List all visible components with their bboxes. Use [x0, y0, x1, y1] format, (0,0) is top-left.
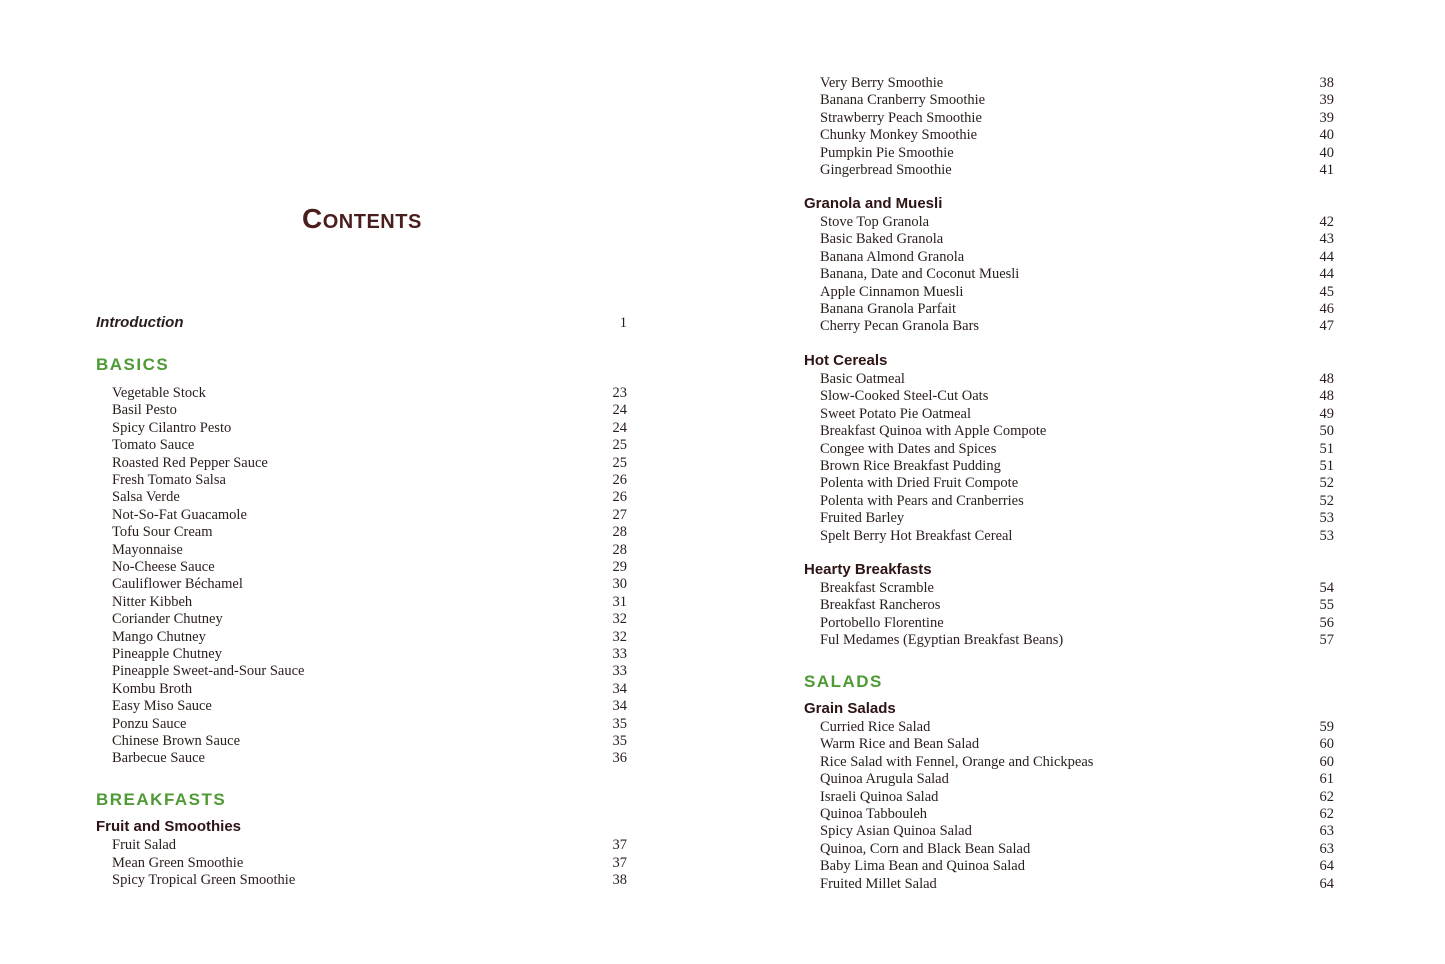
toc-entry-page: 44 [1319, 266, 1334, 283]
toc-entry[interactable] [820, 300, 1334, 318]
toc-entry[interactable] [820, 370, 1334, 388]
toc-entry-title: Pineapple Sweet-and-Sour Sauce [112, 663, 305, 680]
toc-entry-title: Basic Baked Granola [820, 231, 944, 248]
toc-entry-page: 47 [1319, 318, 1334, 335]
toc-entry-title: Banana Cranberry Smoothie [820, 92, 986, 109]
toc-entry[interactable] [112, 662, 627, 680]
toc-entry-page: 25 [612, 454, 627, 471]
toc-entry-page: 60 [1319, 753, 1334, 770]
toc-entry-page: 51 [1319, 440, 1334, 457]
toc-entry-title: Easy Miso Sauce [112, 698, 212, 715]
toc-entry[interactable] [820, 579, 1334, 597]
toc-entry-page: 48 [1319, 388, 1334, 405]
toc-entry-page: 37 [612, 837, 627, 853]
toc-entry-title: Pumpkin Pie Smoothie [820, 144, 954, 161]
toc-entry-title: Warm Rice and Bean Salad [820, 736, 980, 753]
toc-entry-page: 37 [612, 854, 627, 871]
toc-entry-page: 60 [1319, 736, 1334, 753]
toc-entry-title: Banana Almond Granola [820, 248, 965, 265]
toc-entry-page: 25 [612, 437, 627, 454]
section-heading-basics: BASICS [96, 355, 170, 374]
toc-entry[interactable] [820, 161, 1334, 179]
toc-entry-page: 53 [1319, 527, 1334, 544]
toc-entry[interactable] [112, 610, 627, 628]
toc-entry[interactable] [112, 384, 627, 402]
toc-entry-title: Tofu Sour Cream [112, 524, 213, 541]
page-title: Contents [302, 203, 422, 234]
toc-entry-title: Pineapple Chutney [112, 646, 222, 662]
toc-entry-title: Banana, Date and Coconut Muesli [820, 266, 1020, 283]
subsection-heading-fruit-and-smoothies: Fruit and Smoothies [96, 818, 242, 835]
toc-entry-page: 40 [1319, 144, 1334, 161]
toc-entry-page: 35 [612, 715, 627, 732]
toc-entry-page: 33 [612, 646, 627, 662]
toc-entry-page: 56 [1319, 614, 1334, 631]
toc-entry-page: 36 [612, 750, 627, 767]
toc-entry[interactable] [112, 506, 627, 524]
toc-entry[interactable] [112, 419, 627, 437]
toc-entry[interactable] [112, 871, 627, 889]
toc-entry-page: 55 [1319, 597, 1334, 614]
toc-entry[interactable] [112, 558, 627, 576]
toc-entry-page: 53 [1319, 510, 1334, 527]
toc-entry[interactable] [820, 492, 1334, 510]
toc-entry-page: 35 [612, 733, 627, 749]
toc-entry-page: 64 [1319, 875, 1334, 892]
toc-entry[interactable] [112, 593, 627, 611]
toc-entry-page: 33 [612, 663, 627, 680]
toc-entry-page: 57 [1319, 632, 1334, 649]
toc-entry[interactable] [820, 596, 1334, 614]
toc-entry-page: 26 [612, 489, 627, 506]
toc-entry-title: Vegetable Stock [112, 385, 206, 401]
toc-entry-title: Portobello Florentine [820, 614, 944, 631]
toc-entry[interactable] [112, 836, 627, 854]
toc-entry-title: Introduction [96, 314, 184, 331]
toc-entry-title: Curried Rice Salad [820, 719, 931, 735]
toc-entry[interactable] [112, 541, 627, 559]
toc-entry-title: Strawberry Peach Smoothie [820, 109, 982, 126]
toc-entry-title: Polenta with Dried Fruit Compote [820, 475, 1019, 492]
section-heading-salads: SALADS [804, 672, 883, 691]
toc-entry[interactable] [820, 422, 1334, 440]
toc-entry-title: Ponzu Sauce [112, 715, 187, 732]
toc-entry[interactable] [820, 509, 1334, 527]
toc-entry-page: 46 [1319, 301, 1334, 317]
toc-entry-title: Brown Rice Breakfast Pudding [820, 458, 1001, 474]
toc-entry-page: 59 [1319, 719, 1334, 735]
toc-entry-title: Fruited Millet Salad [820, 875, 937, 892]
toc-entry-page: 42 [1319, 214, 1334, 230]
toc-entry-page: 39 [1319, 92, 1334, 109]
toc-entry-title: Quinoa, Corn and Black Bean Salad [820, 840, 1031, 857]
toc-entry-title: No-Cheese Sauce [112, 559, 215, 575]
toc-entry-title: Chunky Monkey Smoothie [820, 127, 978, 144]
subsection-heading-hearty-breakfasts: Hearty Breakfasts [804, 561, 932, 578]
toc-entry[interactable] [820, 405, 1334, 423]
subsection-heading-granola: Granola and Muesli [804, 195, 943, 212]
toc-entry-page: 43 [1319, 231, 1334, 248]
subsection-heading-grain-salads: Grain Salads [804, 700, 896, 717]
toc-entry[interactable] [820, 788, 1334, 806]
toc-entry-title: Israeli Quinoa Salad [820, 788, 939, 805]
toc-entry-title: Spicy Asian Quinoa Salad [820, 823, 972, 840]
toc-entry[interactable] [820, 109, 1334, 127]
toc-entry-title: Chinese Brown Sauce [112, 733, 241, 749]
toc-entry-page: 23 [612, 385, 627, 401]
toc-entry-page: 41 [1319, 162, 1334, 178]
toc-entry-title: Spicy Cilantro Pesto [112, 419, 232, 436]
toc-entry[interactable] [820, 265, 1334, 283]
toc-entry-page: 31 [612, 593, 627, 610]
toc-entry-title: Breakfast Rancheros [820, 597, 941, 614]
toc-entry[interactable] [820, 753, 1334, 771]
toc-entry-introduction[interactable] [96, 313, 627, 333]
toc-entry-page: 1 [619, 315, 627, 331]
toc-entry[interactable] [820, 126, 1334, 144]
toc-entry-title: Not-So-Fat Guacamole [112, 506, 247, 523]
toc-entry[interactable] [112, 471, 627, 489]
toc-entry-page: 34 [612, 680, 627, 697]
toc-entry[interactable] [112, 523, 627, 541]
toc-entry-title: Mean Green Smoothie [112, 854, 244, 871]
toc-entry-title: Mayonnaise [112, 541, 183, 558]
toc-entry-title: Mango Chutney [112, 628, 206, 645]
toc-entry-title: Polenta with Pears and Cranberries [820, 492, 1024, 509]
toc-entry[interactable] [820, 805, 1334, 823]
left-page [0, 0, 722, 964]
toc-entry-title: Basil Pesto [112, 402, 177, 419]
toc-entry[interactable] [820, 91, 1334, 109]
subsection-heading-hot-cereals: Hot Cereals [804, 352, 888, 369]
toc-entry[interactable] [112, 697, 627, 715]
toc-entry[interactable] [820, 840, 1334, 858]
toc-entry-title: Gingerbread Smoothie [820, 162, 952, 178]
toc-entry[interactable] [820, 875, 1334, 893]
toc-entry-title: Cherry Pecan Granola Bars [820, 318, 980, 335]
toc-entry[interactable] [820, 474, 1334, 492]
toc-entry-title: Spelt Berry Hot Breakfast Cereal [820, 527, 1013, 544]
toc-entry-page: 34 [612, 698, 627, 715]
toc-entry-title: Nitter Kibbeh [112, 593, 193, 610]
toc-entry[interactable] [112, 436, 627, 454]
toc-entry-title: Basic Oatmeal [820, 371, 905, 387]
toc-entry[interactable] [112, 732, 627, 750]
toc-entry[interactable] [112, 401, 627, 419]
toc-entry[interactable] [820, 857, 1334, 875]
toc-entry[interactable] [112, 645, 627, 663]
toc-entry-title: Coriander Chutney [112, 611, 223, 628]
toc-entry-title: Kombu Broth [112, 680, 193, 697]
toc-entry-page: 62 [1319, 806, 1334, 822]
toc-entry-title: Apple Cinnamon Muesli [820, 283, 964, 300]
toc-entry-page: 24 [612, 419, 627, 436]
toc-entry[interactable] [112, 454, 627, 472]
toc-entry[interactable] [820, 718, 1334, 736]
toc-entry[interactable] [820, 248, 1334, 266]
toc-entry[interactable] [112, 749, 627, 767]
toc-entry-page: 61 [1319, 771, 1334, 788]
toc-entry-page: 29 [612, 559, 627, 575]
toc-entry-page: 28 [612, 524, 627, 541]
toc-entry[interactable] [820, 387, 1334, 405]
toc-entry-page: 30 [612, 576, 627, 593]
toc-entry-page: 38 [612, 872, 627, 888]
section-heading-breakfasts: BREAKFASTS [96, 790, 227, 809]
right-page [722, 0, 1445, 964]
toc-entry-page: 38 [1319, 75, 1334, 91]
toc-entry-title: Baby Lima Bean and Quinoa Salad [820, 858, 1025, 875]
toc-entry-title: Ful Medames (Egyptian Breakfast Beans) [820, 632, 1064, 649]
toc-entry[interactable] [820, 440, 1334, 458]
toc-entry[interactable] [112, 575, 627, 593]
toc-entry[interactable] [820, 735, 1334, 753]
toc-entry-page: 63 [1319, 823, 1334, 840]
toc-entry[interactable] [820, 457, 1334, 475]
toc-entry-title: Fruit Salad [112, 837, 177, 853]
toc-entry[interactable] [820, 770, 1334, 788]
toc-entry-title: Slow-Cooked Steel-Cut Oats [820, 388, 989, 405]
toc-entry-title: Tomato Sauce [112, 437, 195, 454]
toc-entry-page: 63 [1319, 840, 1334, 857]
toc-entry-title: Quinoa Tabbouleh [820, 806, 928, 822]
toc-entry-page: 62 [1319, 788, 1334, 805]
toc-entry-title: Stove Top Granola [820, 214, 930, 230]
toc-entry[interactable] [112, 680, 627, 698]
toc-entry-page: 26 [612, 472, 627, 488]
toc-entry-page: 50 [1319, 423, 1334, 440]
toc-entry-title: Barbecue Sauce [112, 750, 205, 767]
toc-entry-page: 54 [1319, 580, 1334, 596]
toc-entry[interactable] [820, 527, 1334, 545]
toc-entry-page: 51 [1319, 458, 1334, 474]
toc-entry[interactable] [820, 144, 1334, 162]
toc-entry-page: 24 [612, 402, 627, 419]
toc-entry[interactable] [820, 614, 1334, 632]
toc-entry-title: Fruited Barley [820, 510, 905, 527]
toc-entry-title: Breakfast Scramble [820, 580, 934, 596]
toc-entry-page: 64 [1319, 858, 1334, 875]
toc-entry[interactable] [820, 631, 1334, 649]
toc-entry-page: 52 [1319, 475, 1334, 492]
toc-entry-page: 32 [612, 628, 627, 645]
toc-entry-page: 32 [612, 611, 627, 628]
toc-entry-title: Roasted Red Pepper Sauce [112, 454, 268, 471]
toc-entry[interactable] [112, 628, 627, 646]
toc-entry-page: 28 [612, 541, 627, 558]
toc-entry-title: Sweet Potato Pie Oatmeal [820, 405, 972, 422]
toc-entry-title: Very Berry Smoothie [820, 75, 944, 91]
toc-entry[interactable] [820, 74, 1334, 92]
toc-entry-page: 45 [1319, 283, 1334, 300]
toc-entry-page: 27 [612, 506, 627, 523]
toc-entry-page: 40 [1319, 127, 1334, 144]
toc-entry[interactable] [112, 854, 627, 872]
toc-entry-title: Fresh Tomato Salsa [112, 472, 226, 488]
toc-entry[interactable] [820, 317, 1334, 335]
toc-entry[interactable] [820, 213, 1334, 231]
toc-entry-title: Cauliflower Béchamel [112, 576, 243, 593]
toc-entry[interactable] [820, 230, 1334, 248]
toc-entry[interactable] [820, 283, 1334, 301]
toc-entry-page: 39 [1319, 109, 1334, 126]
toc-entry-title: Salsa Verde [112, 489, 180, 506]
toc-entry-title: Congee with Dates and Spices [820, 440, 997, 457]
toc-entry-page: 49 [1319, 405, 1334, 422]
toc-entry[interactable] [112, 488, 627, 506]
toc-entry-title: Quinoa Arugula Salad [820, 771, 949, 788]
toc-entry-page: 52 [1319, 492, 1334, 509]
toc-entry[interactable] [820, 822, 1334, 840]
toc-entry-title: Rice Salad with Fennel, Orange and Chickpeas [820, 753, 1094, 770]
toc-entry-page: 48 [1319, 371, 1334, 387]
toc-entry-title: Breakfast Quinoa with Apple Compote [820, 423, 1047, 440]
toc-entry-title: Banana Granola Parfait [820, 301, 957, 317]
toc-entry-page: 44 [1319, 248, 1334, 265]
toc-entry-title: Spicy Tropical Green Smoothie [112, 872, 296, 888]
toc-entry[interactable] [112, 715, 627, 733]
